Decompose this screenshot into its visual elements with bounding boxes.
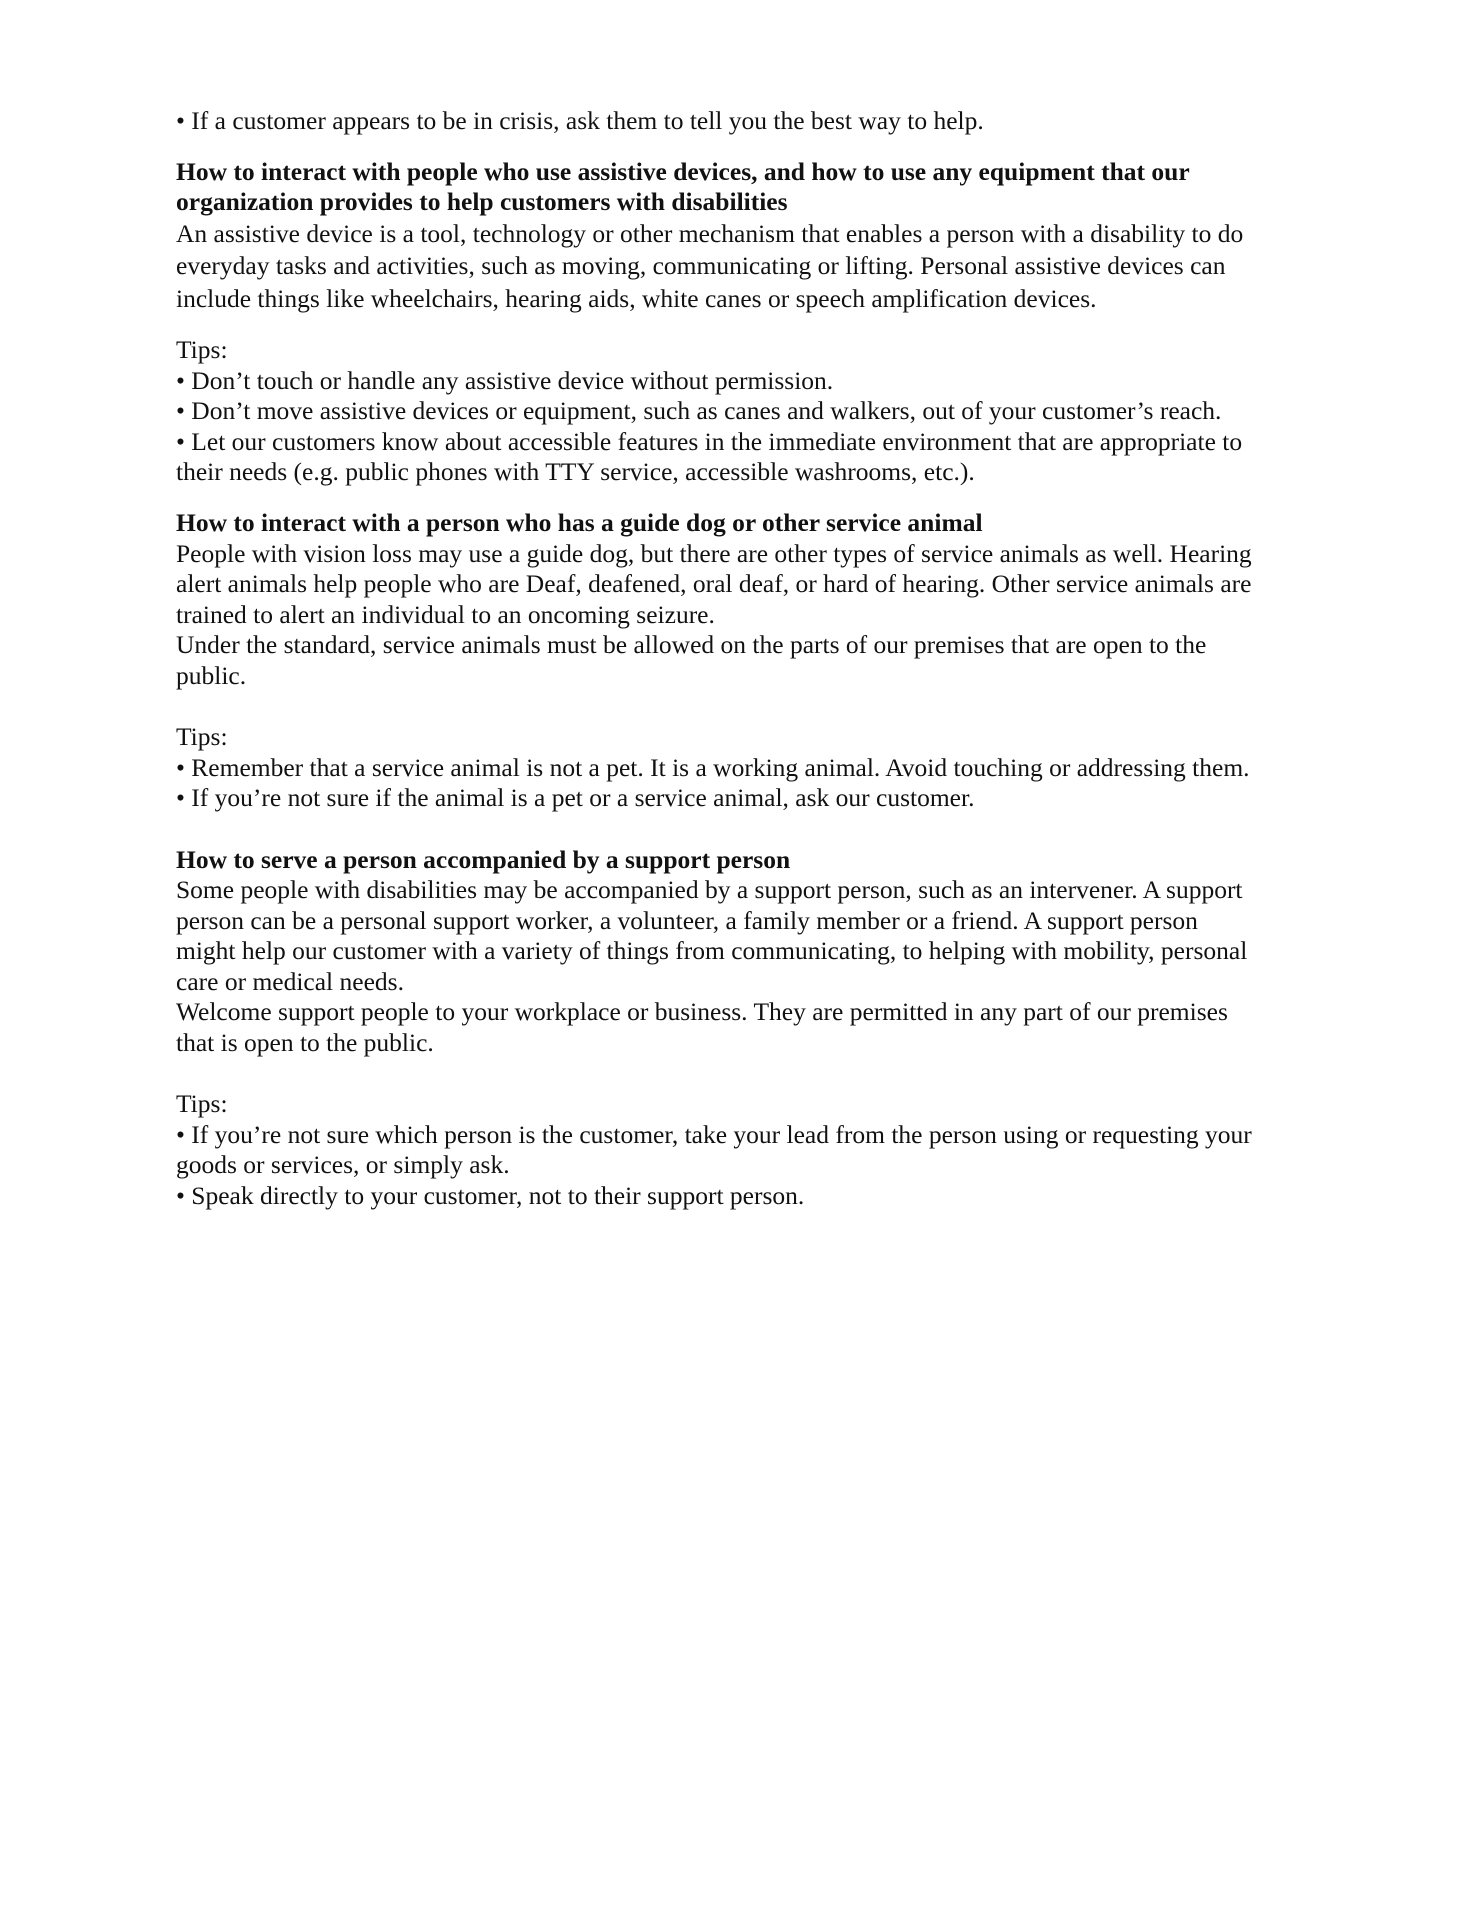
body-line: include things like wheelchairs, hearing aids, white canes or speech amplification devices.	[176, 283, 1097, 313]
tip-item: goods or services, or simply ask.	[176, 1150, 510, 1180]
tip-item: their needs (e.g. public phones with TTY service, accessible washrooms, etc.).	[176, 457, 975, 487]
section-body	[176, 218, 1316, 315]
spacer	[176, 814, 1316, 845]
section-support-person	[176, 845, 1316, 1212]
body-line: care or medical needs.	[176, 966, 404, 996]
tip-item: • If you’re not sure if the animal is a pet or a service animal, ask our customer.	[176, 783, 975, 813]
section-service-animals	[176, 508, 1316, 814]
tip-item: • Remember that a service animal is not a pet. It is a working animal. Avoid touching or addressing them.	[176, 752, 1250, 782]
tip-item: • Don’t move assistive devices or equipment, such as canes and walkers, out of your customer’s reach.	[176, 396, 1222, 426]
tips-label: Tips:	[176, 335, 228, 364]
section-heading-line: organization provides to help customers with disabilities	[176, 187, 788, 217]
intro-bullet: • If a customer appears to be in crisis, ask them to tell you the best way to help.	[176, 106, 984, 135]
body-line: alert animals help people who are Deaf, deafened, oral deaf, or hard of hearing. Other service animals are	[176, 569, 1252, 599]
body-line: that is open to the public.	[176, 1028, 434, 1058]
tip-item: • Let our customers know about accessible features in the immediate environment that are appropriate to	[176, 426, 1243, 456]
tips-label: Tips:	[176, 722, 228, 752]
body-line: An assistive device is a tool, technology or other mechanism that enables a person with a disability to do	[176, 218, 1244, 248]
section-heading-line: How to serve a person accompanied by a support person	[176, 844, 791, 874]
tip-item: • Speak directly to your customer, not to their support person.	[176, 1181, 805, 1211]
spacer	[176, 1059, 1316, 1090]
spacer	[176, 692, 1316, 723]
section-heading-line: How to interact with people who use assistive devices, and how to use any equipment that our	[176, 156, 1190, 186]
tips-label: Tips:	[176, 1089, 228, 1119]
spacer	[176, 137, 1316, 157]
spacer	[176, 488, 1316, 508]
body-line: People with vision loss may use a guide dog, but there are other types of service animals as well. Hearing	[176, 538, 1252, 568]
section-heading-line: How to interact with a person who has a guide dog or other service animal	[176, 507, 983, 537]
body-line: everyday tasks and activities, such as moving, communicating or lifting. Personal assistive devices can	[176, 251, 1226, 281]
body-line: person can be a personal support worker, a volunteer, a family member or a friend. A support person	[176, 905, 1198, 935]
body-line: might help our customer with a variety of things from communicating, to helping with mobility, personal	[176, 936, 1248, 966]
body-line: Welcome support people to your workplace or business. They are permitted in any part of our premises	[176, 997, 1228, 1027]
body-line: Some people with disabilities may be accompanied by a support person, such as an intervener. A support	[176, 875, 1243, 905]
tip-item: • Don’t touch or handle any assistive device without permission.	[176, 365, 834, 395]
document-page	[176, 106, 1316, 1212]
tip-item: • If you’re not sure which person is the customer, take your lead from the person using or requesting your	[176, 1119, 1252, 1149]
section-assistive-devices	[176, 157, 1316, 488]
spacer	[176, 315, 1316, 335]
body-line: Under the standard, service animals must be allowed on the parts of our premises that are open to the	[176, 630, 1207, 660]
body-line: public.	[176, 660, 247, 690]
body-line: trained to alert an individual to an oncoming seizure.	[176, 599, 715, 629]
